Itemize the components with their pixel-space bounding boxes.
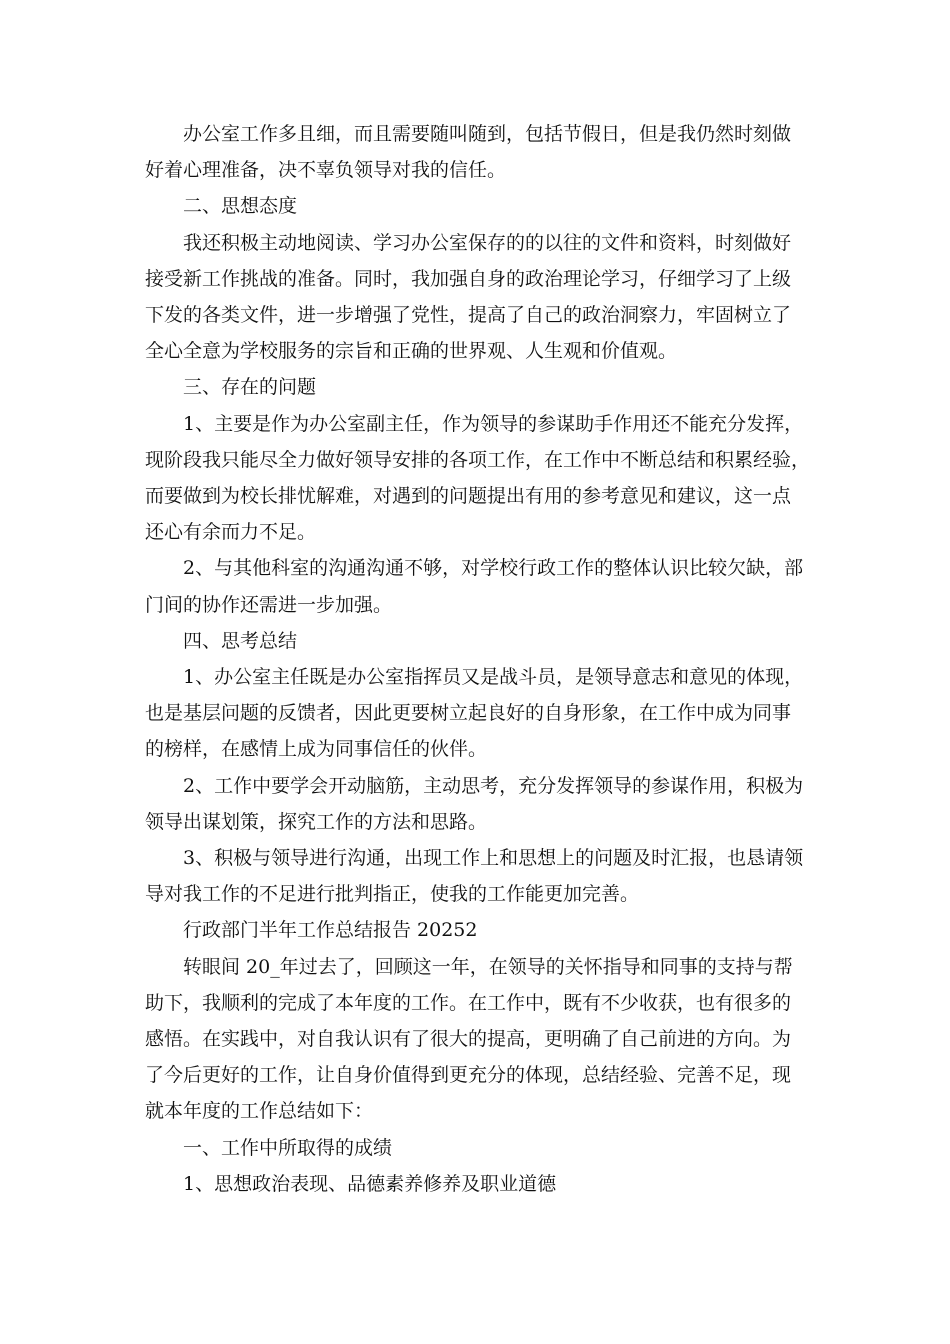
text-line: 三、存在的问题	[183, 376, 317, 399]
paragraph	[145, 949, 810, 1130]
text-line: 一、工作中所取得的成绩	[183, 1136, 393, 1159]
paragraph	[145, 659, 810, 768]
text-line: 办公室工作多且细，而且需要随叫随到，包括节假日，但是我仍然时刻做	[183, 123, 792, 145]
paragraph	[145, 406, 810, 551]
text-line: 领导出谋划策，探究工作的方法和思路。	[145, 810, 488, 833]
text-line: 好着心理准备，决不辜负领导对我的信任。	[145, 159, 507, 182]
text-line: 现阶段我只能尽全力做好领导安排的各项工作，在工作中不断总结和积累经验，	[145, 448, 811, 471]
text-line: 我还积极主动地阅读、学习办公室保存的的以往的文件和资料，时刻做好	[183, 231, 792, 254]
text-line: 感悟。在实践中，对自我认识有了很大的提高，更明确了自己前进的方向。为	[145, 1028, 792, 1051]
text-line: 1、思想政治表现、品德素养修养及职业道德	[183, 1172, 557, 1195]
text-line: 四、思考总结	[183, 629, 298, 652]
text-line: 的榜样，在感情上成为同事信任的伙伴。	[145, 738, 488, 761]
paragraph	[145, 116, 810, 188]
paragraph	[145, 768, 810, 840]
text-line: 而要做到为校长排忧解难，对遇到的问题提出有用的参考意见和建议，这一点	[145, 485, 792, 508]
paragraph	[145, 225, 810, 370]
paragraph	[145, 912, 810, 948]
paragraph	[145, 623, 810, 659]
paragraph	[145, 550, 810, 622]
text-line: 下发的各类文件，进一步增强了党性，提高了自己的政治洞察力，牢固树立了	[145, 304, 792, 327]
text-line: 助下，我顺利的完成了本年度的工作。在工作中，既有不少收获，也有很多的	[145, 991, 792, 1014]
paragraph	[145, 1130, 810, 1166]
text-line: 全心全意为学校服务的宗旨和正确的世界观、人生观和价值观。	[145, 340, 678, 363]
text-line: 导对我工作的不足进行批判指正，使我的工作能更加完善。	[145, 883, 640, 906]
text-line: 2、与其他科室的沟通沟通不够，对学校行政工作的整体认识比较欠缺，部	[183, 557, 804, 580]
text-line: 转眼间 20_年过去了，回顾这一年，在领导的关怀指导和同事的支持与帮	[183, 955, 793, 978]
text-line: 1、办公室主任既是办公室指挥员又是战斗员，是领导意志和意见的体现，	[183, 666, 804, 689]
text-line: 行政部门半年工作总结报告 20252	[183, 919, 478, 942]
text-line: 二、思想态度	[183, 195, 298, 218]
document-body	[145, 116, 810, 1202]
text-line: 也是基层问题的反馈者，因此更要树立起良好的自身形象，在工作中成为同事	[145, 702, 792, 725]
paragraph	[145, 188, 810, 224]
text-line: 接受新工作挑战的准备。同时，我加强自身的政治理论学习，仔细学习了上级	[145, 267, 792, 290]
text-line: 了今后更好的工作，让自身价值得到更充分的体现，总结经验、完善不足，现	[145, 1064, 792, 1087]
text-line: 还心有余而力不足。	[145, 521, 317, 544]
text-line: 3、积极与领导进行沟通，出现工作上和思想上的问题及时汇报，也恳请领	[183, 847, 804, 870]
paragraph	[145, 369, 810, 405]
paragraph	[145, 1166, 810, 1202]
text-line: 2、工作中要学会开动脑筋，主动思考，充分发挥领导的参谋作用，积极为	[183, 774, 804, 797]
text-line: 门间的协作还需进一步加强。	[145, 593, 393, 616]
paragraph	[145, 840, 810, 912]
text-line: 1、主要是作为办公室副主任，作为领导的参谋助手作用还不能充分发挥，	[183, 412, 804, 435]
text-line: 就本年度的工作总结如下：	[145, 1100, 374, 1123]
